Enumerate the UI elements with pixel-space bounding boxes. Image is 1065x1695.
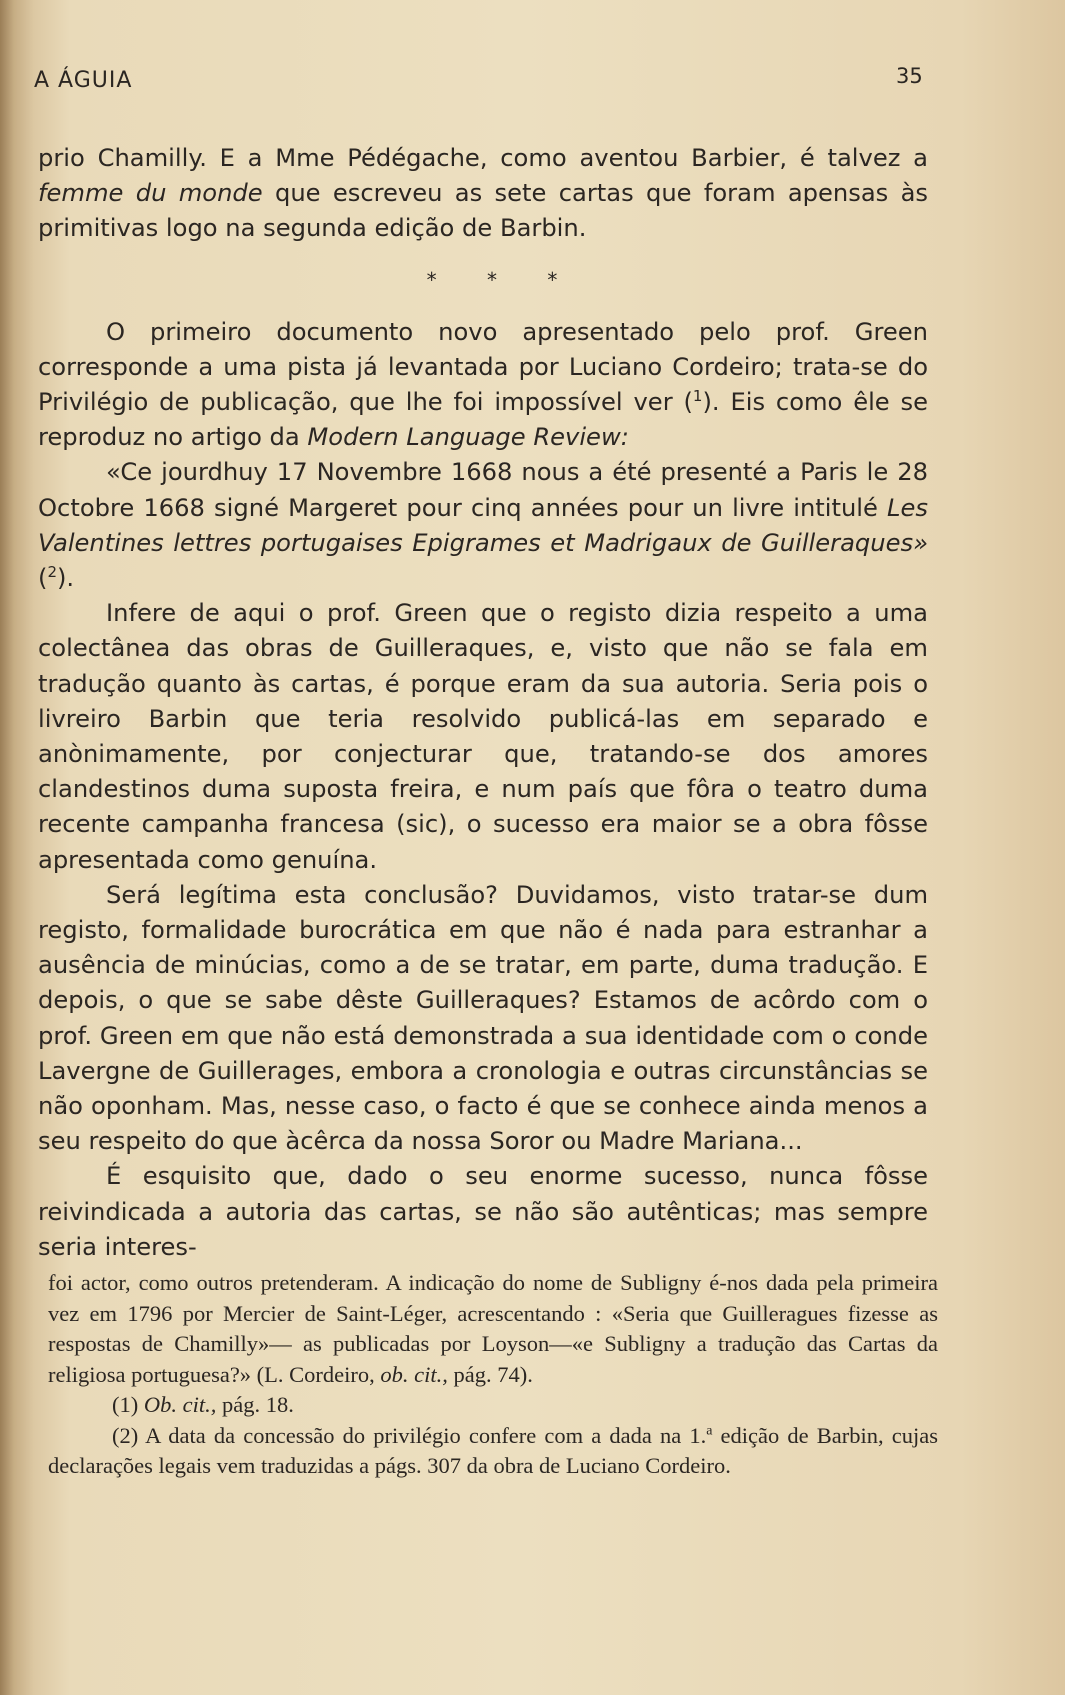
section-separator: * * *	[426, 267, 580, 292]
running-head: A ÁGUIA	[34, 68, 133, 93]
footnote-continuation: foi actor, como outros pretenderam. A indicação do nome de Subligny é-nos dada pela primeira vez em 1796 por Mercier de Saint-Léger, acrescentando : «Seria que Guilleragues fizesse as respostas de Chamilly»— as publicadas por Loyson—«e Subligny a tradução das Cartas da religiosa portuguesa?» (L. Cordeiro, ob. cit., pág. 74).	[48, 1270, 938, 1387]
book-title: Les Valentines lettres portugaises Epigrames et Madrigaux de Guilleraques»	[38, 493, 928, 557]
footnote-1: (1) Ob. cit., pág. 18.	[112, 1392, 294, 1417]
emphasis-femme-du-monde: femme du monde	[38, 179, 263, 208]
footnote-2: (2) A data da concessão do privilégio confere com a dada na 1.$^a$ edição de Barbin, cujas declarações legais vem traduzidas a págs. 307 da obra de Luciano Cordeiro.	[48, 1422, 938, 1478]
footnote-ref-2: 2	[47, 562, 57, 581]
paragraph-infere: Infere de aqui o prof. Green que o registo dizia respeito a uma colectânea das obras de Guilleraques, e, visto que não se fala em tradução quanto às cartas, é porque eram da sua autoria. Seria pois o livreiro Barbin que teria resolvido publicá-las em separado e anònimamente, por conjecturar que, tratando-se dos amores clandestinos duma suposta freira, e num país que fôra o teatro duma recente campanha francesa (sic), o sucesso era maior se a obra fôsse apresentada como genuína.	[38, 599, 928, 874]
paragraph-sera-legitima: Será legítima esta conclusão? Duvidamos, visto tratar-se dum registo, formalidade burocrática em que não é nada para estranhar a ausência de minúcias, como a de se tratar, em parte, duma tradução. E depois, o que se sabe dêste Guilleraques? Estamos de acôrdo com o prof. Green em que não está demonstrada a sua identidade com o conde Lavergne de Guillerages, embora a cronologia e outras circunstâncias se não oponham. Mas, nesse caso, o facto é que se conhece ainda menos a seu respeito do que àcêrca da nossa Soror ou Madre Mariana...	[38, 880, 928, 1156]
paragraph-green-document: O primeiro documento novo apresentado pelo prof. Green corresponde a uma pista já levantada por Luciano Cordeiro; trata-se do Privilégio de publicação, que lhe foi impossível ver ($^1$). Eis como êle se reproduz no artigo da Modern Language Review:	[38, 317, 929, 452]
paragraph-continuation: prio Chamilly. E a Mme Pédégache, como aventou Barbier, é talvez a femme du monde que escreveu as sete cartas que foram apensas às primitivas logo na segunda edição de Barbin.	[38, 144, 928, 243]
footnote-ref-1: 1	[692, 386, 703, 405]
journal-title: Modern Language Review:	[307, 423, 629, 452]
paragraph-quote: «Ce jourdhuy 17 Novembre 1668 nous a été presenté a Paris le 28 Octobre 1668 signé Margeret pour cinq années pour un livre intitulé Les Valentines lettres portugaises Epigrames et Madrigaux de Guilleraques» ($^2$).	[38, 458, 928, 593]
page-number: 35	[896, 64, 923, 88]
footnotes	[48, 1268, 938, 1482]
body-text	[38, 141, 928, 1265]
paragraph-esquisito: É esquisito que, dado o seu enorme sucesso, nunca fôsse reivindicada a autoria das cartas, se não são autênticas; mas sempre seria interes-	[38, 1162, 928, 1261]
